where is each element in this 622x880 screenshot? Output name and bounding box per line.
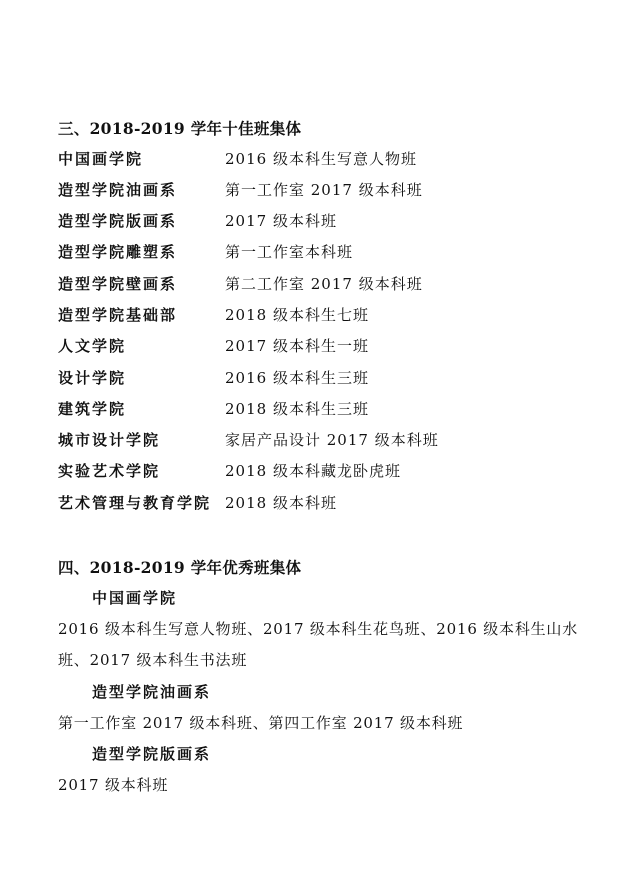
college-name: 造型学院雕塑系: [58, 243, 178, 261]
class-name: 2017 级本科生一班: [225, 337, 369, 355]
college-name: 艺术管理与教育学院: [58, 494, 212, 512]
class-name: 2016 级本科生三班: [225, 369, 369, 387]
group-text-line: 班、2017 级本科生书法班: [58, 651, 248, 669]
class-name: 第一工作室本科班: [225, 243, 354, 261]
college-name: 造型学院版画系: [58, 212, 178, 230]
college-name: 建筑学院: [58, 400, 127, 418]
class-name: 2017 级本科班: [225, 212, 337, 230]
class-name: 第一工作室 2017 级本科班: [225, 181, 423, 199]
class-name: 家居产品设计 2017 级本科班: [225, 431, 439, 449]
college-name: 造型学院壁画系: [58, 275, 178, 293]
college-name: 造型学院基础部: [58, 306, 178, 324]
group-text-line: 2017 级本科班: [58, 776, 169, 794]
section-3-title: 三、2018-2019 学年十佳班集体: [58, 119, 302, 138]
college-name: 造型学院油画系: [58, 181, 178, 199]
college-name: 城市设计学院: [58, 431, 161, 449]
class-name: 2018 级本科藏龙卧虎班: [225, 462, 401, 480]
college-name: 设计学院: [58, 369, 127, 387]
college-name: 中国画学院: [58, 150, 144, 168]
class-name: 2018 级本科生三班: [225, 400, 369, 418]
class-name: 2018 级本科班: [225, 494, 337, 512]
group-text-line: 2016 级本科生写意人物班、2017 级本科生花鸟班、2016 级本科生山水: [58, 620, 579, 638]
college-name: 人文学院: [58, 337, 127, 355]
group-heading: 造型学院版画系: [92, 745, 212, 763]
class-name: 2018 级本科生七班: [225, 306, 369, 324]
college-name: 实验艺术学院: [58, 462, 161, 480]
group-heading: 中国画学院: [92, 589, 178, 607]
section-4-title: 四、2018-2019 学年优秀班集体: [58, 558, 302, 577]
class-name: 第二工作室 2017 级本科班: [225, 275, 423, 293]
class-name: 2016 级本科生写意人物班: [225, 150, 417, 168]
group-text-line: 第一工作室 2017 级本科班、第四工作室 2017 级本科班: [58, 714, 464, 732]
group-heading: 造型学院油画系: [92, 683, 212, 701]
